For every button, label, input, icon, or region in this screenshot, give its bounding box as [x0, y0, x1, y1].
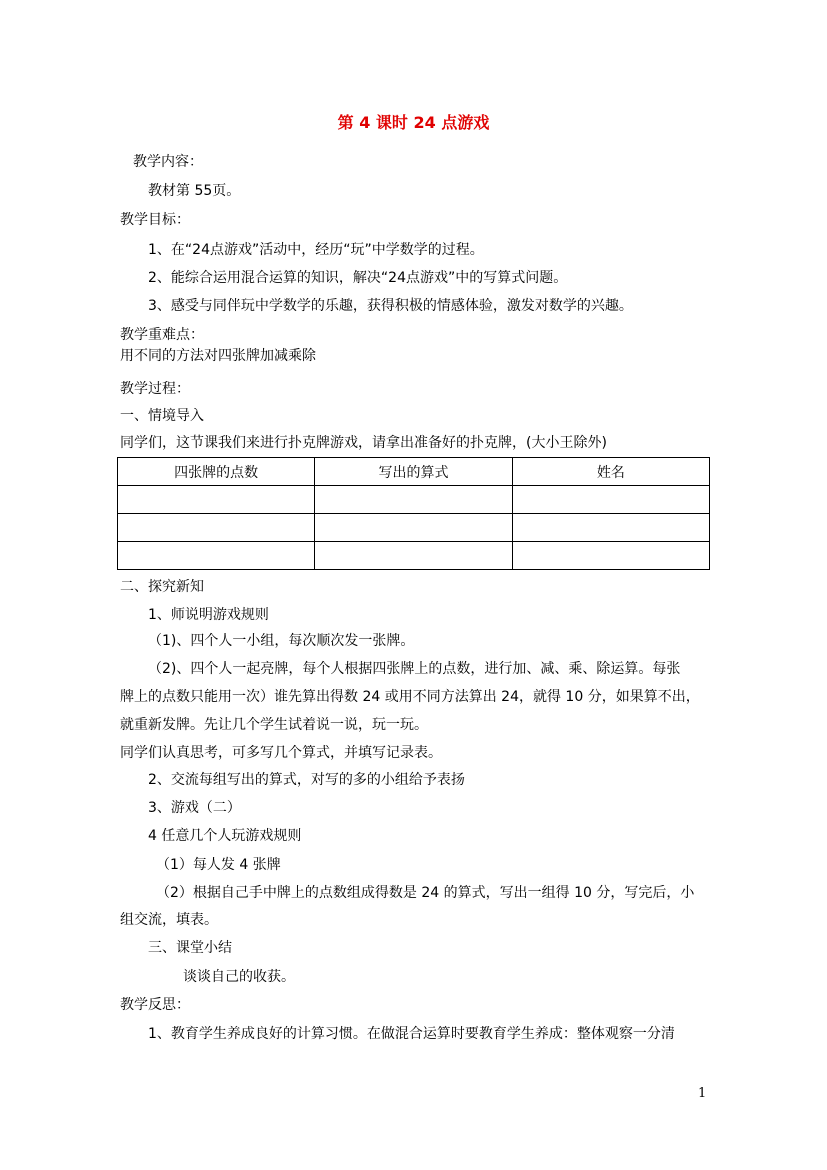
- text-line: 4 任意几个人玩游戏规则: [148, 828, 302, 844]
- text-line: 3、游戏（二）: [148, 800, 241, 816]
- table-cell: [315, 486, 512, 514]
- section-heading-explore: 二、探究新知: [120, 579, 204, 595]
- table-header-cell: 姓名: [512, 458, 709, 486]
- objective-item: 3、感受与同伴玩中学数学的乐趣，获得积极的情感体验，激发对数学的兴趣。: [148, 298, 633, 314]
- text-line: 牌上的点数只能用一次）谁先算出得数 24 或用不同方法算出 24，就得 10 分，如果算不出，: [120, 689, 700, 705]
- record-table: [117, 457, 710, 570]
- section-heading-process: 教学过程：: [120, 381, 190, 397]
- table-row: [118, 486, 710, 514]
- text-line: 组交流，填表。: [120, 912, 218, 928]
- text-line: （2）根据自己手中牌上的点数组成得数是 24 的算式，写出一组得 10 分，写完后，小: [156, 885, 695, 901]
- text-line: 1、教育学生养成良好的计算习惯。在做混合运算时要教育学生养成：整体观察一分清: [148, 1026, 675, 1042]
- text-line: 同学们认真思考，可多写几个算式，并填写记录表。: [120, 745, 442, 761]
- text-line: 1、师说明游戏规则: [148, 607, 269, 623]
- table-cell: [512, 542, 709, 570]
- table-cell: [512, 486, 709, 514]
- page-title: 第 4 课时 24 点游戏: [337, 113, 490, 132]
- objective-item: 2、能综合运用混合运算的知识，解决“24点游戏”中的写算式问题。: [148, 270, 568, 286]
- objective-item: 1、在“24点游戏”活动中，经历“玩”中学数学的过程。: [148, 242, 484, 258]
- table-header-cell: 写出的算式: [315, 458, 512, 486]
- section-heading-summary: 三、课堂小结: [148, 940, 232, 956]
- section-heading-key-points: 教学重难点：: [120, 327, 204, 343]
- page-number: 1: [698, 1086, 707, 1101]
- table-cell: [512, 514, 709, 542]
- text-line: （2)、四个人一起亮牌，每个人根据四张牌上的点数，进行加、减、乘、除运算。每张: [148, 661, 681, 677]
- text-line: 同学们，这节课我们来进行扑克牌游戏，请拿出准备好的扑克牌，(大小王除外): [120, 435, 607, 451]
- text-line: 谈谈自己的收获。: [183, 969, 295, 985]
- text-line: 就重新发牌。先让几个学生试着说一说，玩一玩。: [120, 717, 428, 733]
- section-heading-reflection: 教学反思：: [120, 997, 190, 1013]
- table-header-row: [118, 458, 710, 486]
- section-heading-objectives: 教学目标：: [120, 212, 190, 228]
- table-row: [118, 514, 710, 542]
- text-line: 2、交流每组写出的算式，对写的多的小组给予表扬: [148, 772, 465, 788]
- text-line: （1）每人发 4 张牌: [156, 857, 281, 873]
- table-cell: [118, 514, 315, 542]
- section-heading-content: 教学内容：: [133, 154, 203, 170]
- table-cell: [118, 542, 315, 570]
- text-line: 教材第 55页。: [148, 183, 241, 199]
- table-row: [118, 542, 710, 570]
- table-cell: [315, 514, 512, 542]
- section-heading-intro: 一、情境导入: [120, 408, 204, 424]
- table-cell: [315, 542, 512, 570]
- text-line: 用不同的方法对四张牌加减乘除: [120, 348, 316, 364]
- text-line: （1)、四个人一小组，每次顺次发一张牌。: [148, 633, 415, 649]
- table-header-cell: 四张牌的点数: [118, 458, 315, 486]
- table-cell: [118, 486, 315, 514]
